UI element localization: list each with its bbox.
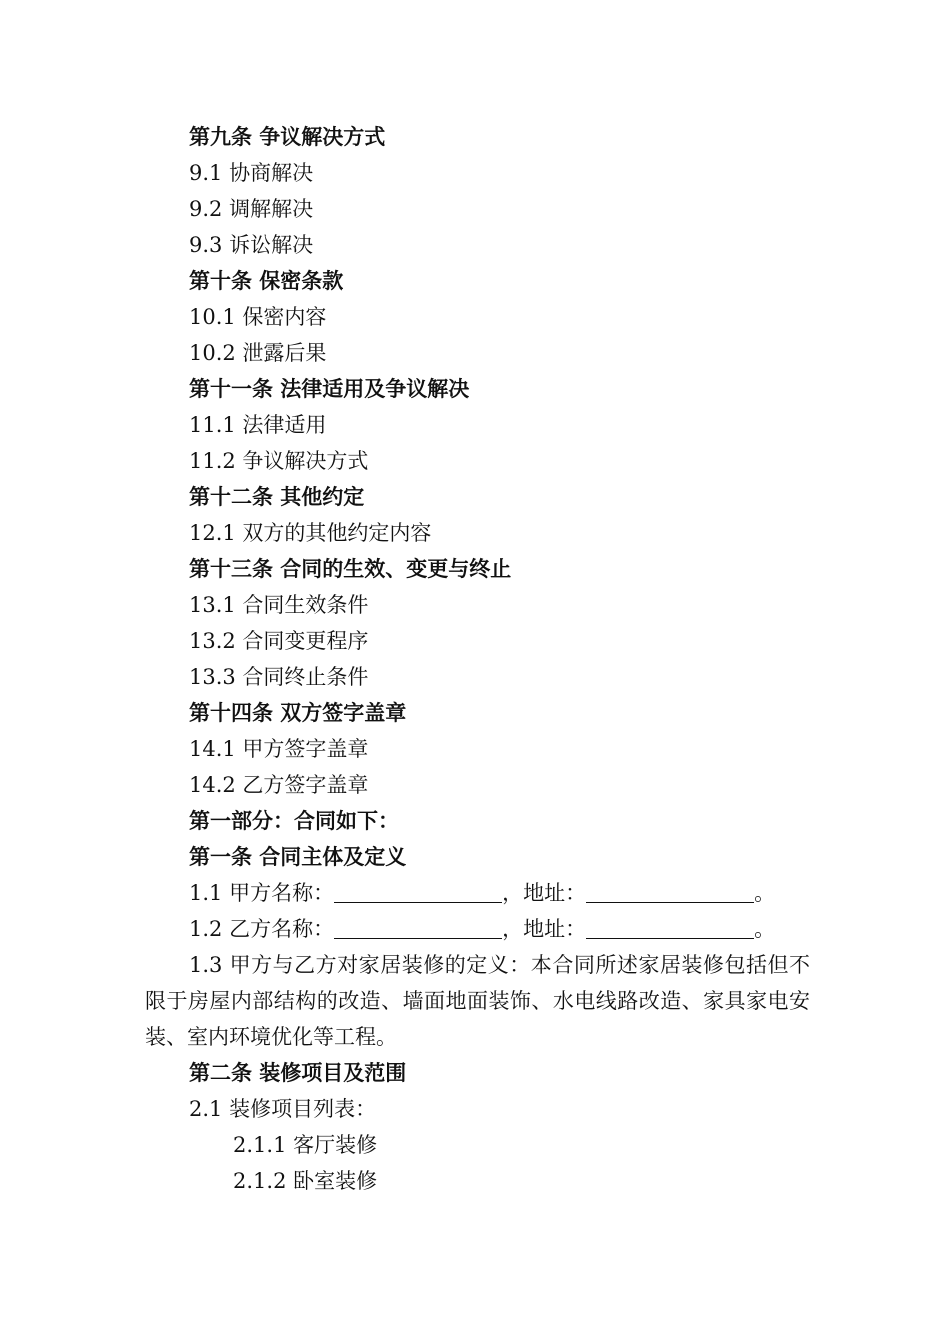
document-body: [145, 119, 810, 1199]
party-a-line-end: 。: [754, 881, 776, 905]
section-heading-14: 第十四条 双方签字盖章: [189, 701, 407, 725]
section-heading-9: 第九条 争议解决方式: [189, 125, 386, 149]
party-a-address-blank: [586, 882, 754, 903]
clause-item-14-2: 14.2 乙方签字盖章: [189, 773, 369, 797]
party-b-address-label: ，地址：: [502, 917, 587, 941]
clause-item-9-2: 9.2 调解解决: [189, 197, 314, 221]
party-a-name-label: 1.1 甲方名称：: [189, 881, 335, 905]
clause-item-10-2: 10.2 泄露后果: [189, 341, 327, 365]
section-heading-2: 第二条 装修项目及范围: [189, 1061, 407, 1085]
section-heading-13: 第十三条 合同的生效、变更与终止: [189, 557, 512, 581]
clause-item-9-1: 9.1 协商解决: [189, 161, 314, 185]
clause-item-10-1: 10.1 保密内容: [189, 305, 327, 329]
clause-item-9-3: 9.3 诉讼解决: [189, 233, 314, 257]
party-b-name-label: 1.2 乙方名称：: [189, 917, 335, 941]
party-b-address-blank: [586, 918, 754, 939]
clause-item-13-1: 13.1 合同生效条件: [189, 593, 369, 617]
subclause-item-2-1-2: 2.1.2 卧室装修: [233, 1169, 378, 1193]
party-a-address-label: ，地址：: [502, 881, 587, 905]
section-heading-10: 第十条 保密条款: [189, 269, 344, 293]
clause-item-2-1: 2.1 装修项目列表：: [189, 1097, 377, 1121]
definition-paragraph: 1.3 甲方与乙方对家居装修的定义：本合同所述家居装修包括但不限于房屋内部结构的改造、墙面地面装饰、水电线路改造、家具家电安装、室内环境优化等工程。: [145, 953, 810, 1049]
section-heading-11: 第十一条 法律适用及争议解决: [189, 377, 470, 401]
party-b-fill-line: [145, 911, 810, 947]
clause-item-14-1: 14.1 甲方签字盖章: [189, 737, 369, 761]
clause-item-11-1: 11.1 法律适用: [189, 413, 327, 437]
section-heading-12: 第十二条 其他约定: [189, 485, 365, 509]
clause-item-13-3: 13.3 合同终止条件: [189, 665, 369, 689]
section-heading-1: 第一条 合同主体及定义: [189, 845, 407, 869]
subclause-item-2-1-1: 2.1.1 客厅装修: [233, 1133, 378, 1157]
party-b-line-end: 。: [754, 917, 776, 941]
clause-item-13-2: 13.2 合同变更程序: [189, 629, 369, 653]
party-a-name-blank: [334, 882, 502, 903]
clause-item-11-2: 11.2 争议解决方式: [189, 449, 369, 473]
clause-item-12-1: 12.1 双方的其他约定内容: [189, 521, 432, 545]
part-heading: 第一部分：合同如下：: [189, 809, 399, 833]
party-a-fill-line: [145, 875, 810, 911]
party-b-name-blank: [334, 918, 502, 939]
